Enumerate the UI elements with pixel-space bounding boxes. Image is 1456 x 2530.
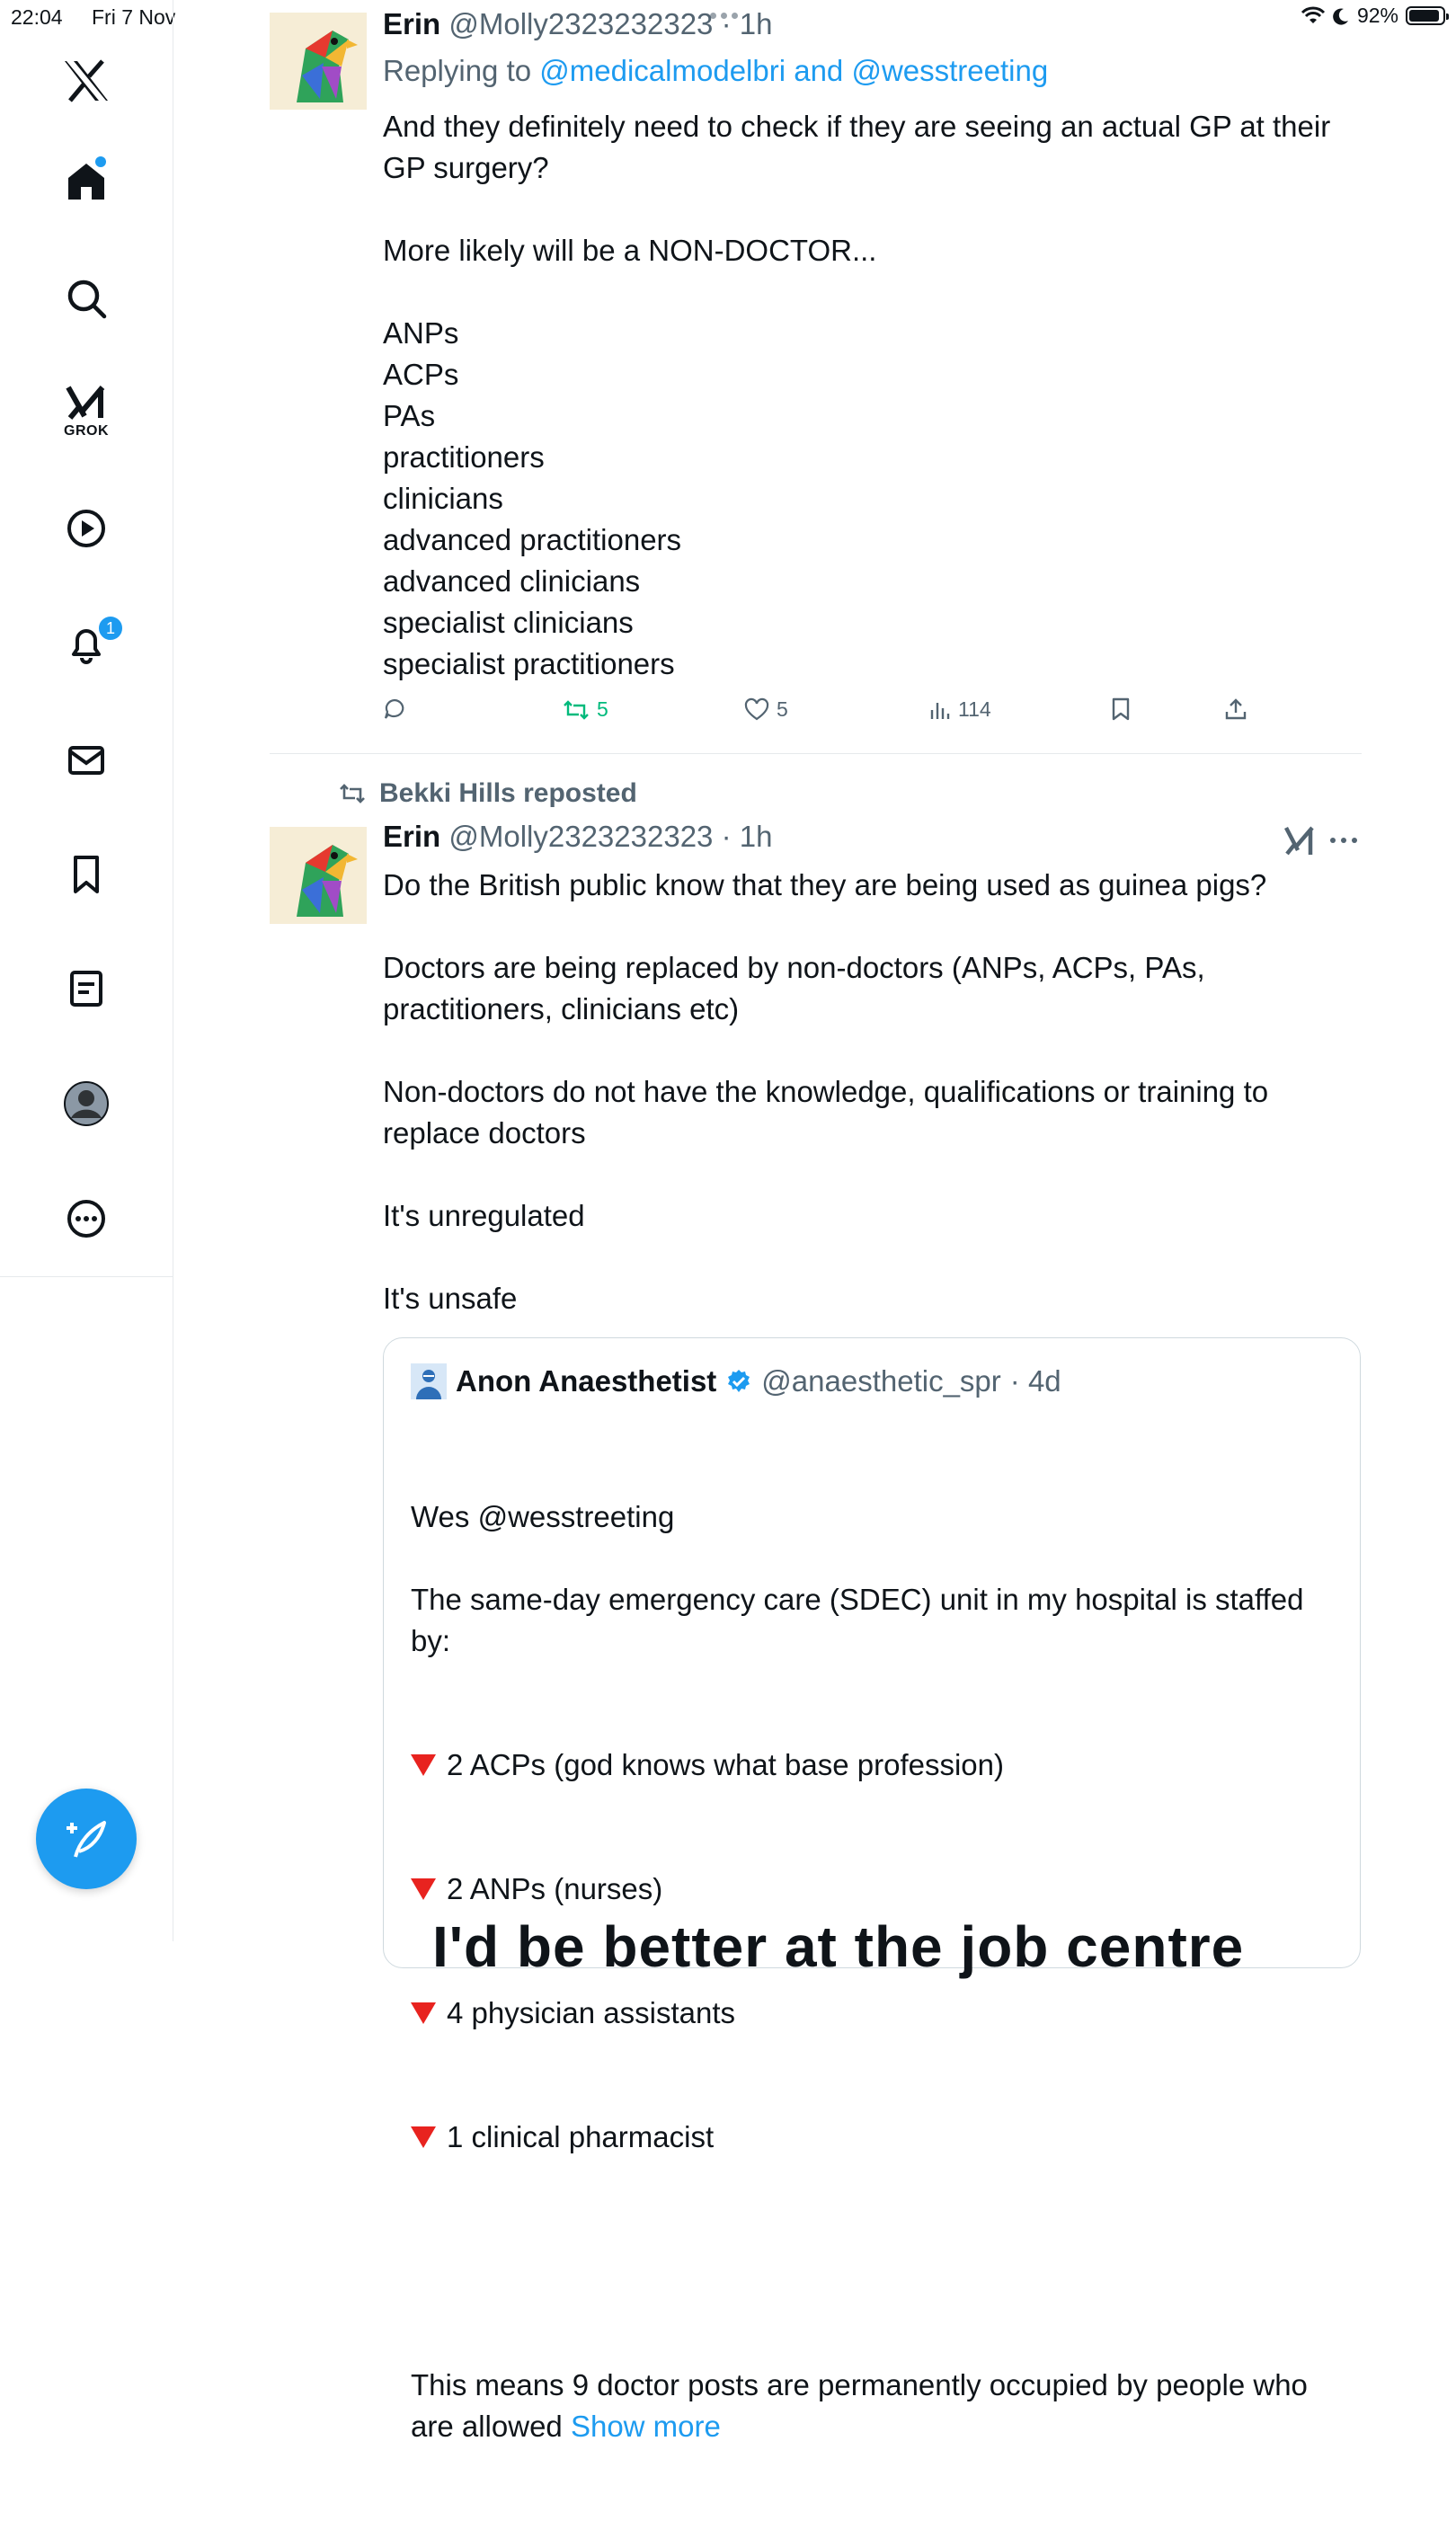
repost-icon: [338, 782, 367, 805]
status-time: 22:04: [11, 5, 63, 29]
moon-icon: [1332, 7, 1350, 25]
wifi-icon: [1301, 7, 1325, 25]
battery-level: [1409, 10, 1439, 22]
reply-mention-1[interactable]: @medicalmodelbri: [539, 54, 786, 87]
heart-icon: [744, 698, 769, 722]
video-icon[interactable]: [50, 493, 122, 564]
sidebar-divider: [0, 1276, 173, 1277]
red-triangle-icon: [411, 1754, 436, 1776]
status-date: Fri 7 Nov: [92, 5, 176, 29]
post2-header: [383, 820, 772, 854]
grok-explain-icon[interactable]: [1283, 825, 1316, 862]
post2-time: · 1h: [721, 820, 773, 853]
sidebar: [0, 0, 176, 1941]
quote-media-image[interactable]: I'd be better at the job centre: [432, 1914, 1245, 1979]
lists-icon[interactable]: [50, 953, 122, 1025]
notification-badge: 1: [97, 615, 124, 642]
quote-header: [411, 1363, 1061, 1399]
quote-time: · 4d: [1009, 1364, 1061, 1398]
compose-feather-icon: [63, 1815, 110, 1862]
messages-icon[interactable]: [50, 724, 122, 796]
search-icon[interactable]: [50, 262, 122, 334]
quote-handle[interactable]: @anaesthetic_spr: [761, 1364, 1001, 1398]
show-more-link[interactable]: Show more: [570, 2410, 721, 2443]
quote-list-item: 1 clinical pharmacist: [411, 2117, 1336, 2158]
repost-button[interactable]: [563, 697, 608, 722]
reposted-by-label: Bekki Hills reposted: [379, 778, 637, 808]
post1-author-name[interactable]: Erin: [383, 7, 441, 40]
reply-mention-2[interactable]: @wesstreeting: [851, 54, 1049, 87]
repost-count: 5: [597, 697, 608, 721]
home-unread-dot: [95, 156, 106, 167]
repost-icon: [563, 698, 590, 722]
repost-indicator[interactable]: [338, 778, 637, 809]
post-more-icon[interactable]: [1328, 834, 1359, 851]
quote-intro: Wes @wesstreeting The same-day emergency care (SDEC) unit in my hospital is staffed by:: [411, 1500, 1304, 1657]
post1-handle[interactable]: @Molly2323232323: [448, 7, 714, 40]
bookmarks-icon[interactable]: [50, 838, 122, 910]
quote-list-item: 2 ANPs (nurses): [411, 1869, 1336, 1910]
quote-author-name[interactable]: Anon Anaesthetist: [456, 1364, 717, 1398]
battery-percent: 92%: [1356, 4, 1398, 27]
x-logo-icon[interactable]: [50, 45, 122, 117]
red-triangle-icon: [411, 2002, 436, 2024]
post-separator: [270, 753, 1362, 754]
profile-avatar-icon[interactable]: [50, 1068, 122, 1140]
like-count: 5: [777, 697, 788, 721]
quote-outro: This means 9 doctor posts are permanently occupied by people who are allowed Show more: [411, 2368, 1317, 2443]
post2-body: Do the British public know that they are being used as guinea pigs? Doctors are being replaced by non-doctors (ANPs, ACPs, PAs, practitioners, clinicians etc) Non-doctors do not have the knowledge, qualifications or training to replace doctors It's unregulated It's unsafe: [383, 868, 1269, 1315]
red-triangle-icon: [411, 1878, 436, 1900]
post1-body: And they definitely need to check if they are seeing an actual GP at their GP surgery? More likely will be a NON-DOCTOR... ANPs ACPs PAs practitioners clinicians advanced practitioners advanced clinicians specialist clinicians specialist practitioners: [383, 110, 1331, 680]
share-button[interactable]: [1224, 697, 1247, 721]
home-icon[interactable]: [50, 146, 122, 217]
bookmark-icon: [1111, 697, 1131, 721]
post1-replying-to: [383, 54, 1048, 88]
grok-nav-item[interactable]: [50, 376, 122, 448]
quote-avatar[interactable]: [411, 1363, 447, 1399]
grok-icon: [65, 384, 108, 422]
status-indicators: [1301, 4, 1445, 28]
views-chart-icon: [929, 699, 951, 721]
quote-list-item: 2 ACPs (god knows what base profession): [411, 1744, 1336, 1786]
quoted-post[interactable]: [383, 1337, 1361, 2443]
compose-post-button[interactable]: [36, 1789, 137, 1889]
reply-button[interactable]: [383, 697, 406, 721]
post1-actions: [383, 697, 1246, 733]
bookmark-button[interactable]: [1111, 697, 1131, 721]
grok-label: GROK: [64, 423, 109, 439]
post2-handle[interactable]: @Molly2323232323: [448, 820, 714, 853]
red-triangle-icon: [411, 2126, 436, 2148]
post2-author-name[interactable]: Erin: [383, 820, 441, 853]
post1-header: [383, 7, 772, 41]
post1-avatar[interactable]: [270, 13, 367, 110]
post2-avatar[interactable]: [270, 827, 367, 924]
quote-list-item: 4 physician assistants: [411, 1993, 1336, 2034]
views-count: 114: [958, 697, 991, 721]
reply-icon: [383, 697, 406, 721]
verified-badge-icon: [725, 1368, 752, 1395]
battery-icon: [1406, 6, 1445, 25]
post1-time: · 1h: [721, 7, 773, 40]
reply-mention-and: and: [794, 54, 844, 87]
replying-to-label: Replying to: [383, 54, 532, 87]
views-button[interactable]: [929, 697, 991, 722]
more-options-icon[interactable]: [50, 1183, 122, 1255]
like-button[interactable]: [744, 697, 788, 722]
share-icon: [1224, 697, 1247, 721]
